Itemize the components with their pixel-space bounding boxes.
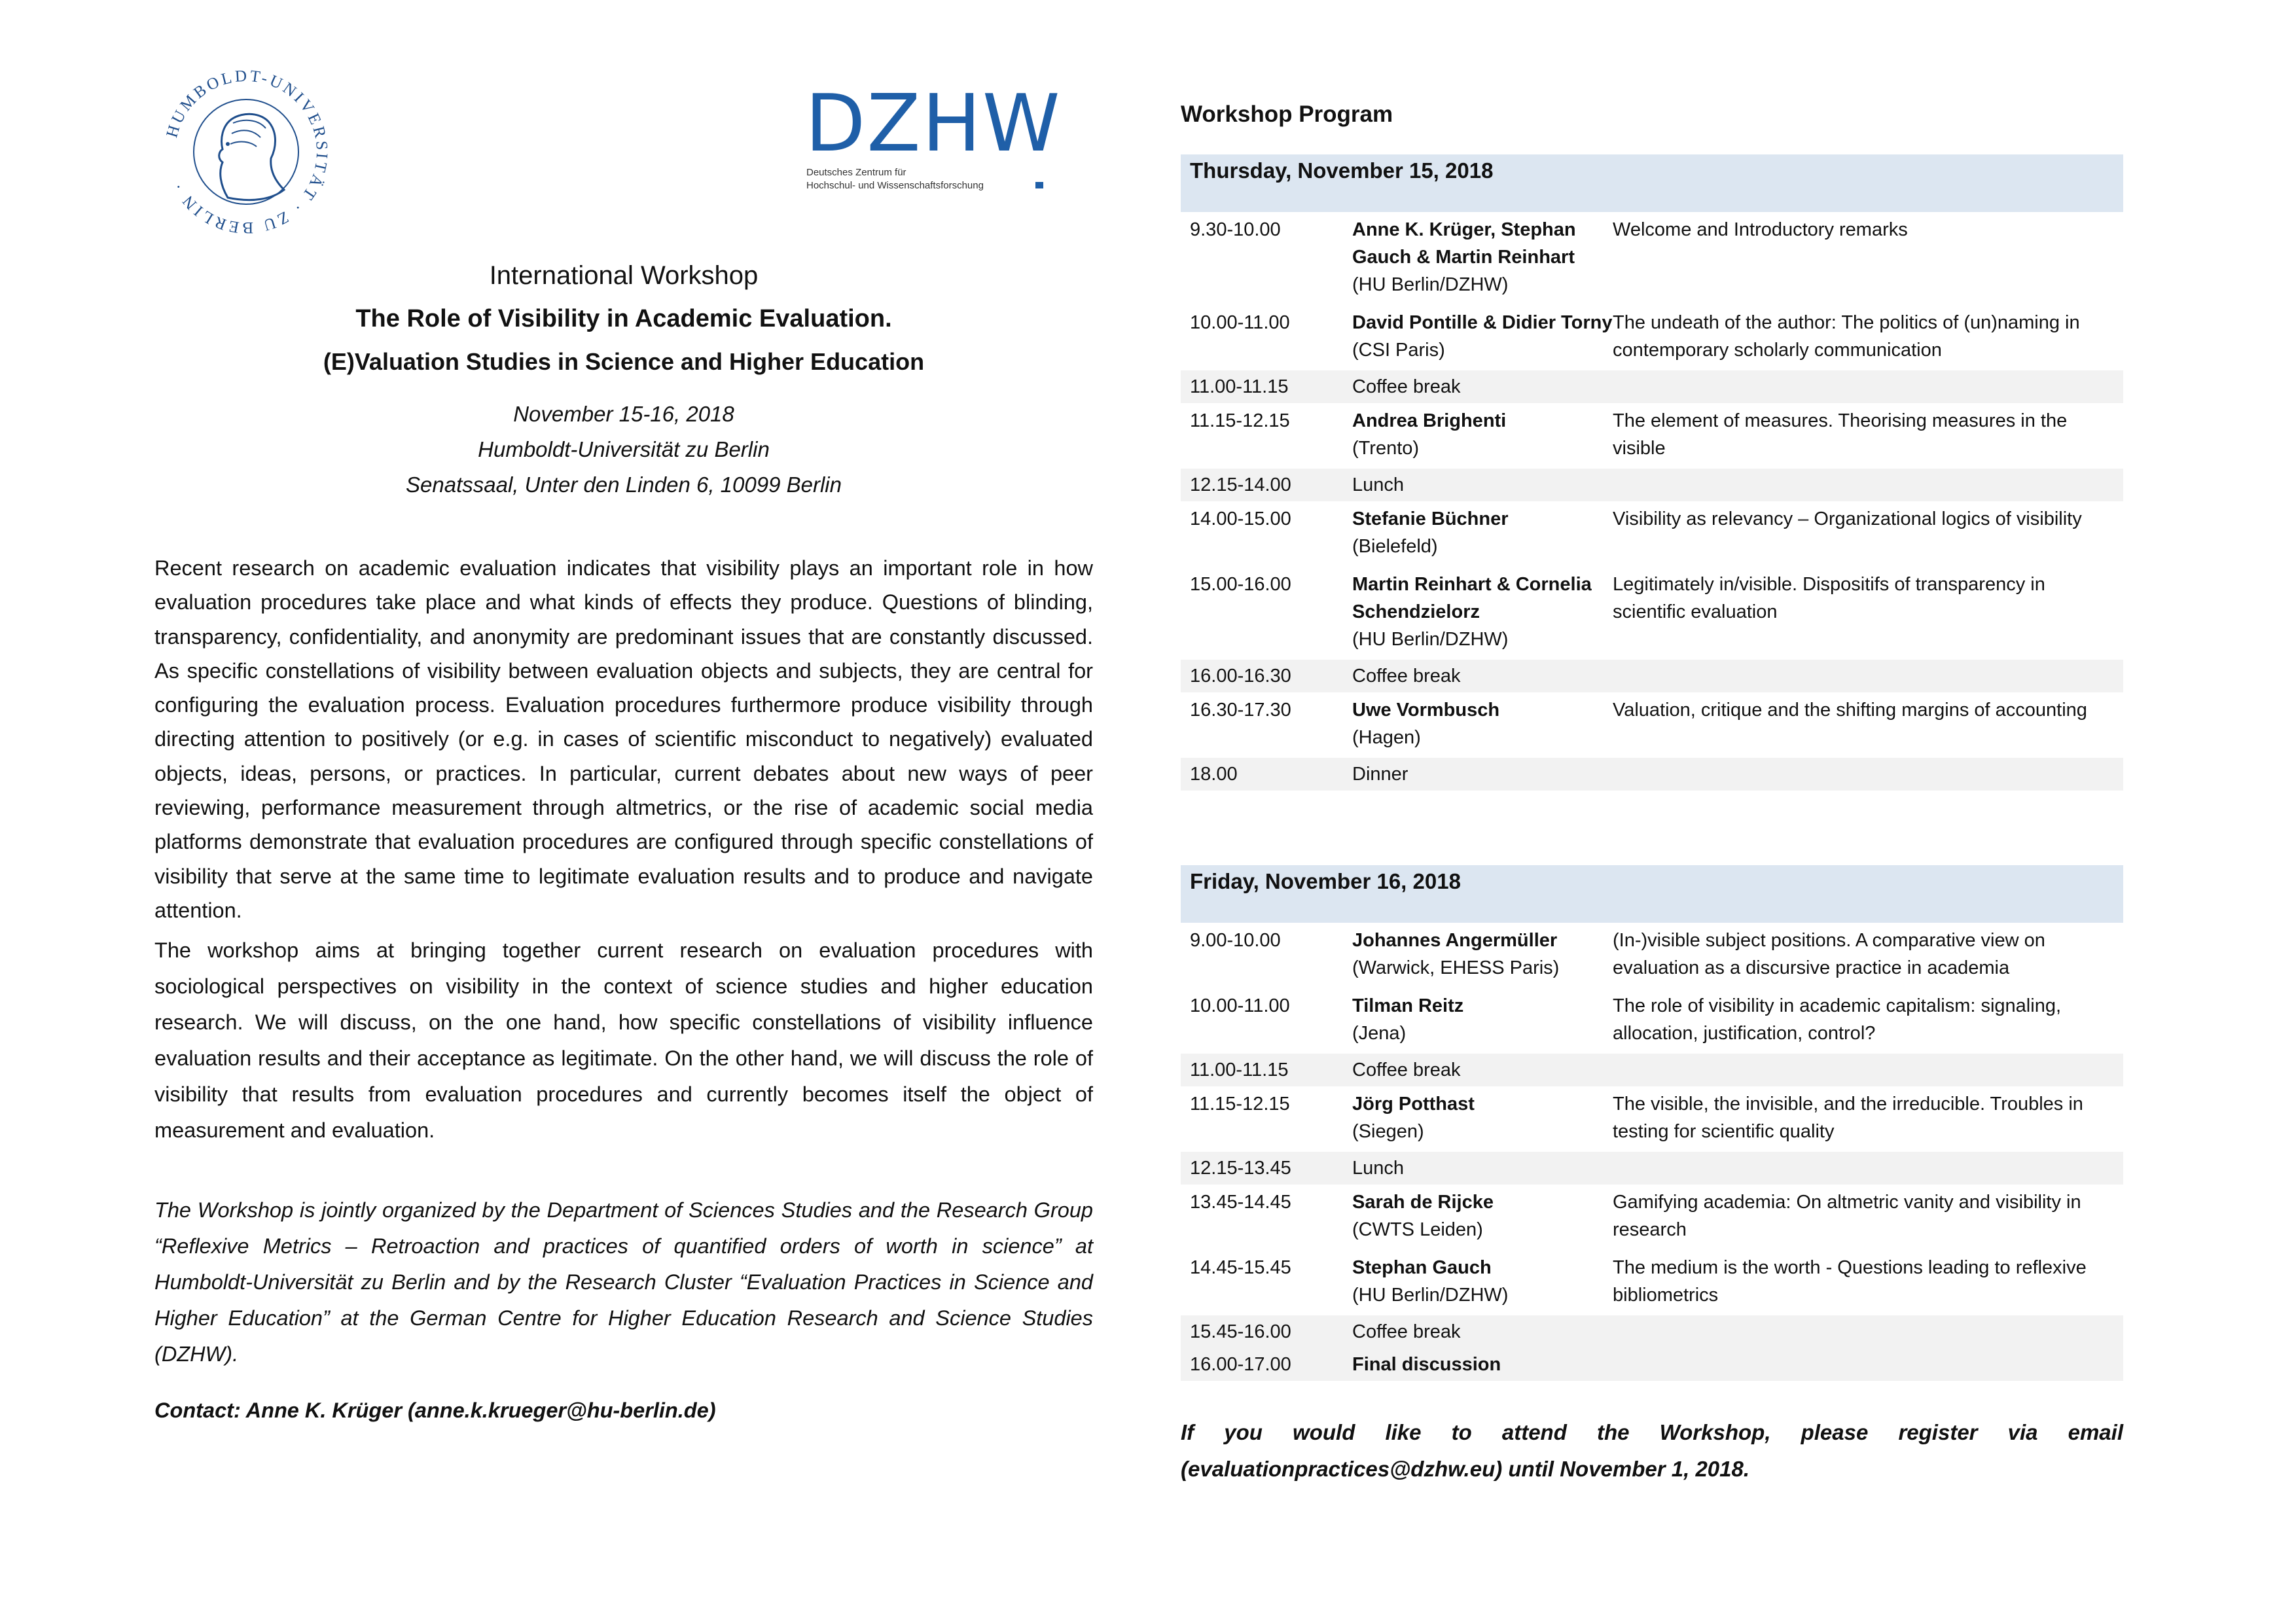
break-row [1181, 469, 2123, 501]
session-row [1181, 1086, 2123, 1152]
session-row [1181, 212, 2123, 305]
session-time: 11.00-11.15 [1190, 1060, 1289, 1080]
session-speaker: Tilman Reitz [1352, 995, 1464, 1016]
session-time: 10.00-11.00 [1190, 995, 1290, 1016]
event-institution: Humboldt-Universität zu Berlin [478, 437, 770, 461]
session-affiliation: (Warwick, EHESS Paris) [1352, 957, 1560, 978]
workshop-title: The Role of Visibility in Academic Evaluation. [355, 305, 892, 332]
session-speaker-cell [1352, 1090, 1613, 1145]
session-row [1181, 501, 2123, 567]
session-time: 9.30-10.00 [1190, 219, 1281, 240]
session-speaker: Johannes Angermüller [1352, 930, 1558, 951]
break-label: Lunch [1352, 474, 1405, 495]
session-speaker: Anne K. Krüger, Stephan Gauch & Martin Reinhart [1352, 219, 1576, 268]
session-affiliation: (HU Berlin/DZHW) [1352, 274, 1509, 295]
session-speaker-cell [1352, 1351, 1613, 1378]
session-title: Gamifying academia: On altmetric vanity and visibility in research [1613, 1192, 2081, 1240]
session-speaker-cell [1352, 760, 1613, 788]
break-label: Coffee break [1352, 1321, 1461, 1342]
description-paragraph-1: Recent research on academic evaluation indicates that visibility plays an important role in how evaluation procedures take place and what kinds of effects they produce. Questions of blinding, transparency, confidentiality, and anonymity are predominant issues that are constantly discussed. As specific constellations of visibility between evaluation objects and subjects, they are central for configuring the evaluation process. Evaluation procedures furthermore produce visibility through directing attention to positively (or e.g. in cases of scientific misconduct to negatively) evaluated objects, ideas, persons, or practices. In particular, current debates about new ways of peer reviewing, performance measurement through altmetrics, or the rise of academic social media platforms demonstrate that evaluation procedures are configured through specific constellations of visibility that serve at the same time to legitimate evaluation results and to produce and navigate attention. [154, 556, 1093, 922]
session-speaker-cell [1352, 373, 1613, 401]
session-title: Welcome and Introductory remarks [1613, 219, 1908, 240]
session-title: Valuation, critique and the shifting margins of accounting [1613, 700, 2087, 721]
event-dates: November 15-16, 2018 [513, 402, 734, 426]
break-label: Final discussion [1352, 1354, 1501, 1375]
session-time: 16.30-17.30 [1190, 700, 1291, 721]
workshop-header [154, 254, 1093, 383]
session-time: 15.00-16.00 [1190, 574, 1291, 595]
session-affiliation: (HU Berlin/DZHW) [1352, 1285, 1509, 1306]
session-row [1181, 403, 2123, 469]
break-label: Coffee break [1352, 1060, 1461, 1080]
session-speaker: Uwe Vormbusch [1352, 700, 1500, 721]
registration-note: If you would like to attend the Workshop, please register via email (evaluationpractices@dzhw.eu) until November 1, 2018. [1181, 1420, 2123, 1481]
day-header: Thursday, November 15, 2018 [1181, 154, 2123, 212]
event-details [154, 397, 1093, 503]
session-time: 16.00-17.00 [1190, 1354, 1291, 1375]
session-affiliation: (CSI Paris) [1352, 340, 1445, 361]
session-speaker-cell [1352, 309, 1613, 364]
session-speaker-cell [1352, 1154, 1613, 1182]
break-label: Coffee break [1352, 376, 1461, 397]
session-title: Visibility as relevancy – Organizational logics of visibility [1613, 508, 2082, 529]
session-affiliation: (Jena) [1352, 1023, 1407, 1044]
session-time: 12.15-13.45 [1190, 1158, 1291, 1179]
program-title: Workshop Program [1181, 101, 1393, 127]
organizers-paragraph: The Workshop is jointly organized by the Department of Sciences Studies and the Research Group “Reflexive Metrics – Retroaction and practices of quantified orders of worth in science” at Humboldt-Universität zu Berlin and by the Research Cluster “Evaluation Practices in Science and Higher Education” at the German Centre for Higher Education Research and Science Studies (DZHW). [154, 1198, 1093, 1366]
session-time: 10.00-11.00 [1190, 312, 1290, 333]
dzhw-square-mark [1035, 182, 1043, 188]
break-label: Dinner [1352, 764, 1408, 785]
session-title: The undeath of the author: The politics of (un)naming in contemporary scholarly communication [1613, 312, 2080, 361]
dzhw-logo [805, 79, 1062, 196]
session-speaker-cell [1352, 471, 1613, 499]
session-time: 11.15-12.15 [1190, 1094, 1290, 1115]
break-label: Lunch [1352, 1158, 1405, 1179]
session-speaker: Martin Reinhart & Cornelia Schendzielorz [1352, 574, 1592, 622]
session-row [1181, 1250, 2123, 1315]
program-day-friday [1181, 865, 2123, 1381]
session-title: The visible, the invisible, and the irreducible. Troubles in testing for scientific quality [1613, 1094, 2083, 1142]
break-row [1181, 758, 2123, 791]
session-speaker: Jörg Potthast [1352, 1094, 1475, 1115]
session-speaker-cell [1352, 1254, 1613, 1309]
session-speaker-cell [1352, 505, 1613, 560]
session-speaker-cell [1352, 992, 1613, 1047]
break-row [1181, 1315, 2123, 1348]
session-time: 14.45-15.45 [1190, 1257, 1291, 1278]
dzhw-subline: Deutsches Zentrum für Hochschul- und Wissenschaftsforschung [806, 167, 984, 191]
day-header: Friday, November 16, 2018 [1181, 865, 2123, 923]
session-time: 11.15-12.15 [1190, 410, 1290, 431]
session-speaker-cell [1352, 696, 1613, 751]
session-speaker: David Pontille & Didier Torny [1352, 312, 1613, 333]
session-row [1181, 692, 2123, 758]
session-speaker: Stephan Gauch [1352, 1257, 1492, 1278]
session-affiliation: (HU Berlin/DZHW) [1352, 629, 1509, 650]
session-time: 12.15-14.00 [1190, 474, 1291, 495]
session-speaker-cell [1352, 1056, 1613, 1084]
session-row [1181, 1185, 2123, 1250]
humboldt-university-seal-logo [154, 60, 338, 243]
session-speaker-cell [1352, 1318, 1613, 1346]
session-speaker: Andrea Brighenti [1352, 410, 1507, 431]
session-affiliation: (CWTS Leiden) [1352, 1219, 1483, 1240]
workshop-subtitle: (E)Valuation Studies in Science and Higher Education [323, 348, 925, 375]
session-speaker-cell [1352, 216, 1613, 298]
session-row [1181, 923, 2123, 988]
session-row [1181, 567, 2123, 660]
session-time: 9.00-10.00 [1190, 930, 1281, 951]
session-speaker: Sarah de Rijcke [1352, 1192, 1494, 1213]
session-affiliation: (Trento) [1352, 438, 1420, 459]
session-speaker: Stefanie Büchner [1352, 508, 1509, 529]
program-day-thursday [1181, 154, 2123, 791]
description-paragraph-2: The workshop aims at bringing together current research on evaluation procedures with sociological perspectives on visibility in the context of science studies and higher education research. We will discuss, on the one hand, how specific constellations of visibility influence evaluation results and their acceptance as legitimate. On the other hand, we will discuss the role of visibility that results from evaluation procedures and currently becomes itself the object of measurement and evaluation. [154, 938, 1093, 1142]
session-title: The element of measures. Theorising measures in the visible [1613, 410, 2068, 459]
break-row [1181, 1054, 2123, 1086]
session-time: 15.45-16.00 [1190, 1321, 1291, 1342]
session-title: The medium is the worth - Questions leading to reflexive bibliometrics [1613, 1257, 2087, 1306]
session-affiliation: (Hagen) [1352, 727, 1421, 748]
session-speaker-cell [1352, 1188, 1613, 1243]
break-row [1181, 660, 2123, 692]
session-time: 11.00-11.15 [1190, 376, 1289, 397]
session-speaker-cell [1352, 927, 1613, 982]
break-label: Coffee break [1352, 666, 1461, 687]
break-row [1181, 1152, 2123, 1185]
session-affiliation: (Bielefeld) [1352, 536, 1438, 557]
event-venue: Senatssaal, Unter den Linden 6, 10099 Berlin [406, 473, 842, 497]
session-time: 18.00 [1190, 764, 1238, 785]
session-time: 16.00-16.30 [1190, 666, 1291, 687]
dzhw-wordmark: DZHW [805, 79, 1062, 169]
svg-text:HUMBOLDT-UNIVERSITÄT · ZU BERL: HUMBOLDT-UNIVERSITÄT · ZU BERLIN · [163, 67, 331, 237]
session-speaker-cell [1352, 662, 1613, 690]
session-title: (In-)visible subject positions. A comparative view on evaluation as a discursive practice in academia [1613, 930, 2045, 978]
break-row [1181, 1348, 2123, 1381]
break-row [1181, 370, 2123, 403]
session-row [1181, 988, 2123, 1054]
contact-line: Contact: Anne K. Krüger (anne.k.krueger@hu-berlin.de) [154, 1399, 716, 1422]
session-title: The role of visibility in academic capitalism: signaling, allocation, justification, control? [1613, 995, 2062, 1044]
session-row [1181, 305, 2123, 370]
session-speaker-cell [1352, 571, 1613, 653]
session-title: Legitimately in/visible. Dispositifs of transparency in scientific evaluation [1613, 574, 2045, 622]
session-time: 13.45-14.45 [1190, 1192, 1291, 1213]
session-affiliation: (Siegen) [1352, 1121, 1424, 1142]
session-speaker-cell [1352, 407, 1613, 462]
workshop-kind: International Workshop [489, 261, 759, 290]
session-time: 14.00-15.00 [1190, 508, 1291, 529]
